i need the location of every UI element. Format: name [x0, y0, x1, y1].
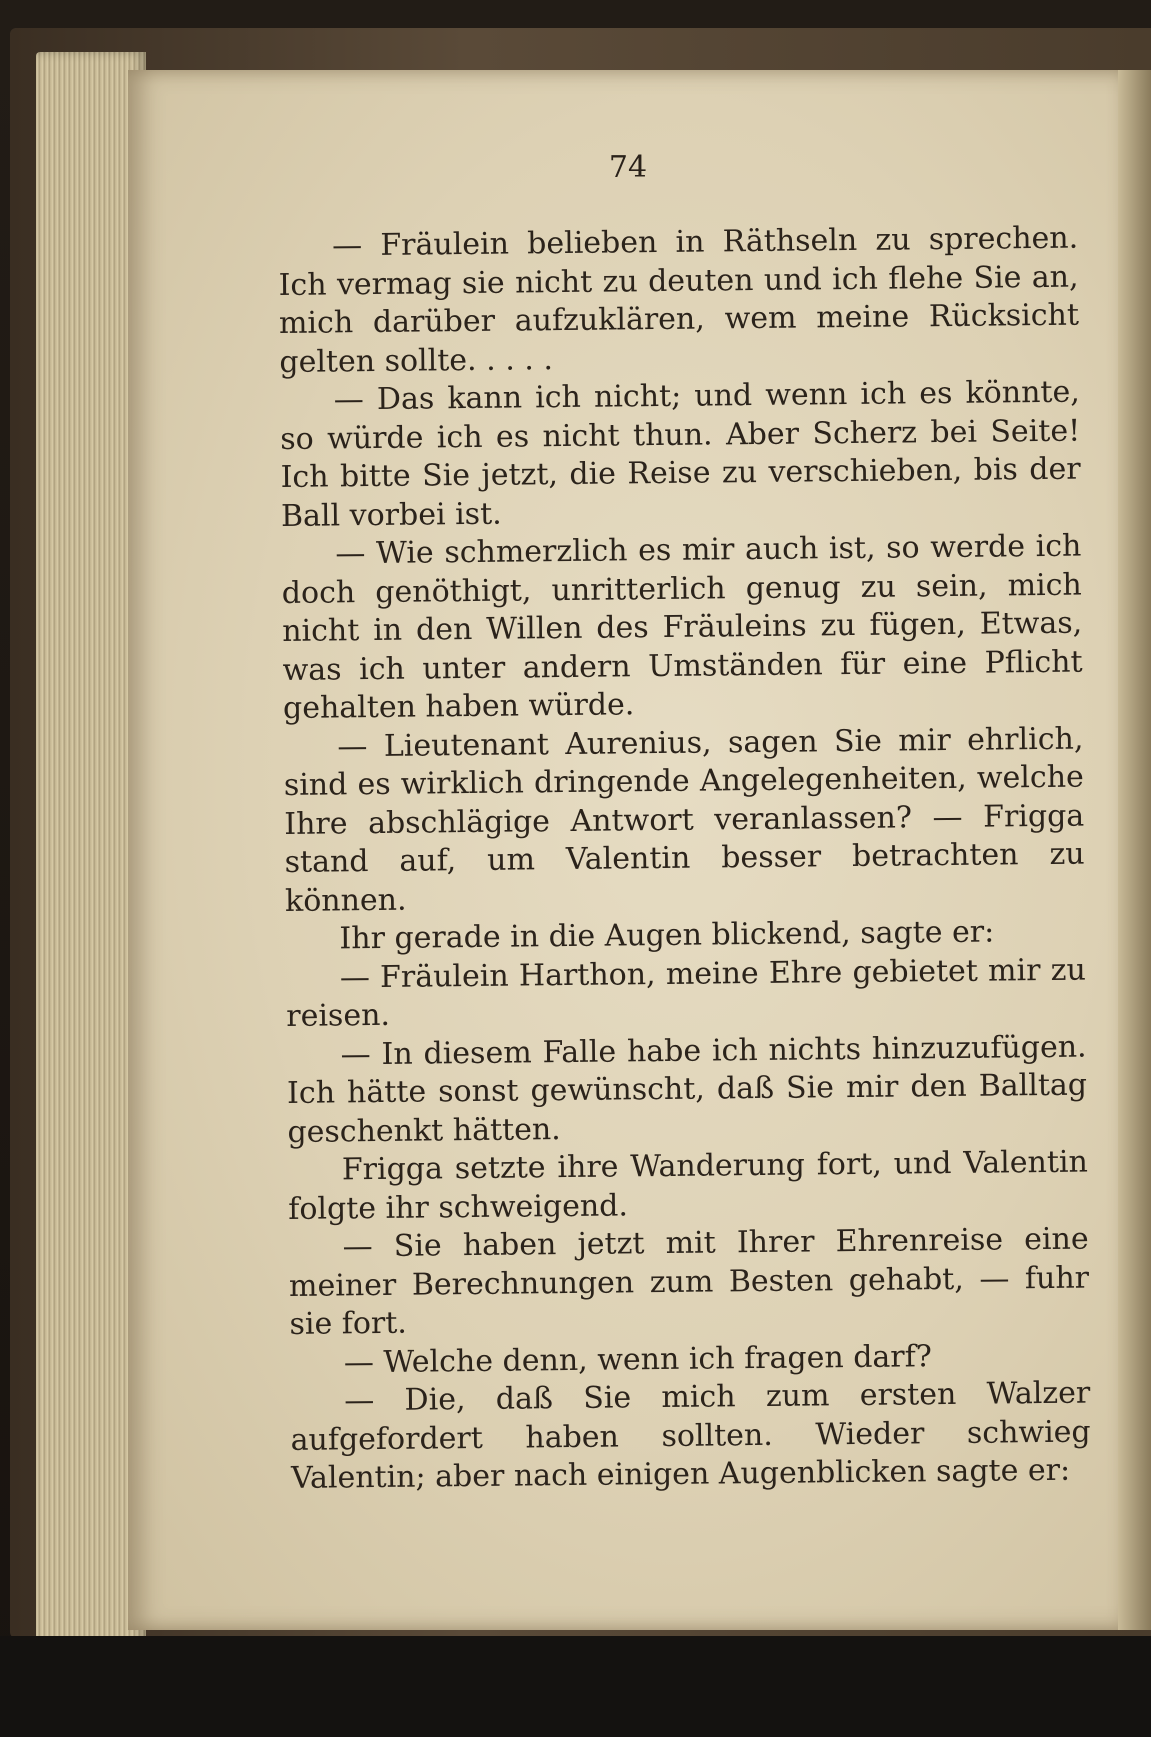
- paragraph-8: Frigga setzte ihre Wanderung fort, und Valentin folgte ihr schweigend.: [288, 1144, 1089, 1227]
- paragraph-10: — Welche denn, wenn ich fragen darf?: [343, 1338, 933, 1380]
- paragraph-11: — Die, daß Sie mich zum ersten Walzer aufgefordert haben sollten. Wieder schwieg Valentin; aber nach einigen Augenblicken sagte er:: [290, 1375, 1091, 1496]
- paragraph-1: — Fräulein belieben in Räthseln zu sprechen. Ich vermag sie nicht zu deuten und ich flehe Sie an, mich darüber aufzuklären, wem meine Rücksicht gelten sollte. . . . .: [278, 220, 1080, 380]
- paragraph-2: — Das kann ich nicht; und wenn ich es könnte, so würde ich es nicht thun. Aber Scherz bei Seite! Ich bitte Sie jetzt, die Reise zu verschieben, bis der Ball vorbei ist.: [280, 374, 1081, 534]
- body-text: [278, 220, 1091, 1499]
- paragraph-6: — Fräulein Harthon, meine Ehre gebietet mir zu reisen.: [286, 952, 1086, 1034]
- paragraph-4: — Lieutenant Aurenius, sagen Sie mir ehrlich, sind es wirklich dringende Angelegenheiten, welche Ihre abschlägige Antwort veranlassen? — Frigga stand auf, um Valentin besser betrachten zu können.: [283, 721, 1085, 919]
- bottom-shadow: [0, 1636, 1151, 1737]
- paragraph-3: — Wie schmerzlich es mir auch ist, so werde ich doch genöthigt, unritterlich genug zu sein, mich nicht in den Willen des Fräuleins zu fügen, Etwas, was ich unter andern Umständen für eine Pflicht gehalten haben würde.: [281, 528, 1083, 726]
- paragraph-7: — In diesem Falle habe ich nichts hinzuzufügen. Ich hätte sonst gewünscht, daß Sie mir den Balltag geschenkt hätten.: [286, 1029, 1088, 1150]
- page-number: 74: [608, 150, 648, 185]
- paragraph-9: — Sie haben jetzt mit Ihrer Ehrenreise eine meiner Berechnungen zum Besten gehabt, — fuhr sie fort.: [288, 1221, 1090, 1342]
- page-right-edge: [1118, 70, 1151, 1630]
- paragraph-5: Ihr gerade in die Augen blickend, sagte er:: [339, 914, 995, 957]
